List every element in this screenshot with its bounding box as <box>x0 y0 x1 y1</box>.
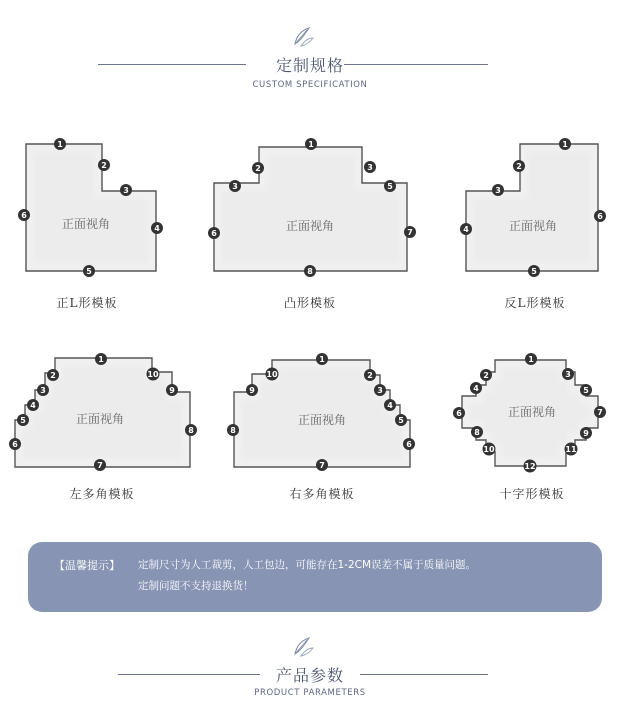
dimension-badge <box>18 209 30 221</box>
center-label: 正面视角 <box>285 219 335 233</box>
dimension-badge <box>580 384 592 396</box>
svg-text:6: 6 <box>21 211 27 220</box>
dimension-badge <box>559 138 571 150</box>
svg-text:10: 10 <box>483 445 495 454</box>
header-subtitle: CUSTOM SPECIFICATION <box>252 80 368 90</box>
dimension-badge <box>151 222 163 234</box>
dimension-badge <box>27 399 39 411</box>
svg-text:9: 9 <box>249 386 255 395</box>
dimension-badge <box>528 265 540 277</box>
dimension-badge <box>227 424 239 436</box>
dimension-badge <box>471 426 483 438</box>
svg-text:3: 3 <box>367 163 373 172</box>
caption-you-duo-jiao: 右多角模板 <box>289 487 355 501</box>
svg-text:1: 1 <box>57 140 63 149</box>
dimension-badge <box>17 414 29 426</box>
svg-text:1: 1 <box>319 355 325 364</box>
svg-text:9: 9 <box>169 386 175 395</box>
svg-text:5: 5 <box>387 182 393 191</box>
svg-text:3: 3 <box>123 186 129 195</box>
svg-text:2: 2 <box>255 164 261 173</box>
leaf-icon <box>291 636 315 658</box>
svg-text:4: 4 <box>473 384 479 393</box>
svg-text:10: 10 <box>147 370 159 379</box>
dimension-badge <box>395 414 407 426</box>
caption-tu: 凸形模板 <box>283 296 336 310</box>
svg-text:8: 8 <box>230 426 236 435</box>
svg-text:6: 6 <box>597 212 603 221</box>
dimension-badge <box>316 459 328 471</box>
dimension-badge <box>384 399 396 411</box>
dimension-badge <box>246 384 258 396</box>
svg-text:3: 3 <box>232 182 238 191</box>
tip-line-1: 定制尺寸为人工裁剪，人工包边，可能存在1-2CM误差不属于质量问题。 <box>138 559 477 571</box>
dimension-badge <box>483 443 496 456</box>
dimension-badge <box>147 368 160 381</box>
caption-zheng-l: 正L形模板 <box>56 296 118 310</box>
svg-text:1: 1 <box>98 355 104 364</box>
dimension-badge <box>120 184 132 196</box>
dimension-badge <box>185 424 197 436</box>
svg-text:6: 6 <box>456 409 462 418</box>
svg-text:3: 3 <box>377 386 383 395</box>
dimension-badge <box>594 406 606 418</box>
svg-text:6: 6 <box>406 440 412 449</box>
svg-text:7: 7 <box>319 461 325 470</box>
dimension-badge <box>54 138 66 150</box>
svg-text:6: 6 <box>211 229 217 238</box>
dimension-badge <box>229 180 241 192</box>
dimension-badge <box>37 384 49 396</box>
center-label: 正面视角 <box>75 412 125 426</box>
tip-label: 【温馨提示】 <box>54 559 120 572</box>
svg-text:2: 2 <box>101 161 107 170</box>
center-label: 正面视角 <box>61 217 111 231</box>
svg-text:8: 8 <box>188 426 194 435</box>
dimension-badge <box>374 384 386 396</box>
dimension-badge <box>364 369 376 381</box>
dimension-badge <box>364 161 376 173</box>
shape-you-duo-jiao <box>234 360 410 467</box>
tip-box <box>28 542 602 612</box>
center-label: 正面视角 <box>507 405 557 419</box>
caption-zuo-duo-jiao: 左多角模板 <box>69 487 135 501</box>
dimension-badge <box>403 438 415 450</box>
dimension-badge <box>460 223 472 235</box>
svg-text:11: 11 <box>565 445 577 454</box>
svg-text:2: 2 <box>367 371 373 380</box>
center-label: 正面视角 <box>508 219 558 233</box>
caption-fan-l: 反L形模板 <box>504 296 566 310</box>
svg-text:4: 4 <box>30 401 36 410</box>
dimension-badge <box>594 210 606 222</box>
dimension-badge <box>562 368 574 380</box>
dimension-badge <box>95 353 107 365</box>
dimension-badge <box>9 438 21 450</box>
caption-shi-zi: 十字形模板 <box>499 487 565 501</box>
shape-zuo-duo-jiao <box>15 358 190 467</box>
svg-text:5: 5 <box>20 416 26 425</box>
footer-subtitle: PRODUCT PARAMETERS <box>254 688 366 698</box>
svg-text:5: 5 <box>583 386 589 395</box>
svg-text:12: 12 <box>524 462 536 471</box>
svg-text:4: 4 <box>387 401 393 410</box>
dimension-badge <box>252 162 264 174</box>
svg-text:3: 3 <box>565 370 571 379</box>
dimension-badge <box>316 353 328 365</box>
svg-text:7: 7 <box>597 408 603 417</box>
shape-fan-l <box>466 144 598 271</box>
svg-text:8: 8 <box>307 267 313 276</box>
dimension-badge <box>565 443 578 456</box>
dimension-badge <box>513 160 525 172</box>
dimension-badge <box>305 138 317 150</box>
svg-text:5: 5 <box>531 267 537 276</box>
svg-text:5: 5 <box>86 267 92 276</box>
svg-text:10: 10 <box>266 370 278 379</box>
dimension-badge <box>83 265 95 277</box>
dimension-badge <box>470 382 482 394</box>
svg-text:5: 5 <box>398 416 404 425</box>
svg-text:4: 4 <box>154 224 160 233</box>
shape-zheng-l <box>26 144 156 271</box>
dimension-badge <box>453 407 465 419</box>
svg-text:2: 2 <box>516 162 522 171</box>
dimension-badge <box>94 459 106 471</box>
dimension-badge <box>47 369 59 381</box>
dimension-badge <box>208 227 220 239</box>
svg-text:3: 3 <box>495 186 501 195</box>
dimension-badge <box>480 369 492 381</box>
header-title: 定制规格 <box>275 56 344 75</box>
shape-tu <box>214 147 407 271</box>
center-label: 正面视角 <box>297 413 347 427</box>
dimension-badge <box>266 368 279 381</box>
svg-text:2: 2 <box>483 371 489 380</box>
footer-title: 产品参数 <box>275 666 344 685</box>
svg-text:6: 6 <box>12 440 18 449</box>
svg-text:7: 7 <box>97 461 103 470</box>
svg-text:3: 3 <box>40 386 46 395</box>
svg-text:9: 9 <box>583 429 589 438</box>
dimension-badge <box>524 460 537 473</box>
dimension-badge <box>404 226 416 238</box>
svg-text:2: 2 <box>50 371 56 380</box>
svg-text:4: 4 <box>463 225 469 234</box>
dimension-badge <box>580 427 592 439</box>
dimension-badge <box>525 353 537 365</box>
svg-text:8: 8 <box>474 428 480 437</box>
dimension-badge <box>98 159 110 171</box>
svg-text:1: 1 <box>562 140 568 149</box>
tip-line-2: 定制问题不支持退换货！ <box>138 580 254 592</box>
dimension-badge <box>384 180 396 192</box>
dimension-badge <box>492 184 504 196</box>
dimension-badge <box>304 265 316 277</box>
svg-text:1: 1 <box>308 140 314 149</box>
svg-text:7: 7 <box>407 228 413 237</box>
svg-text:1: 1 <box>528 355 534 364</box>
dimension-badge <box>166 384 178 396</box>
